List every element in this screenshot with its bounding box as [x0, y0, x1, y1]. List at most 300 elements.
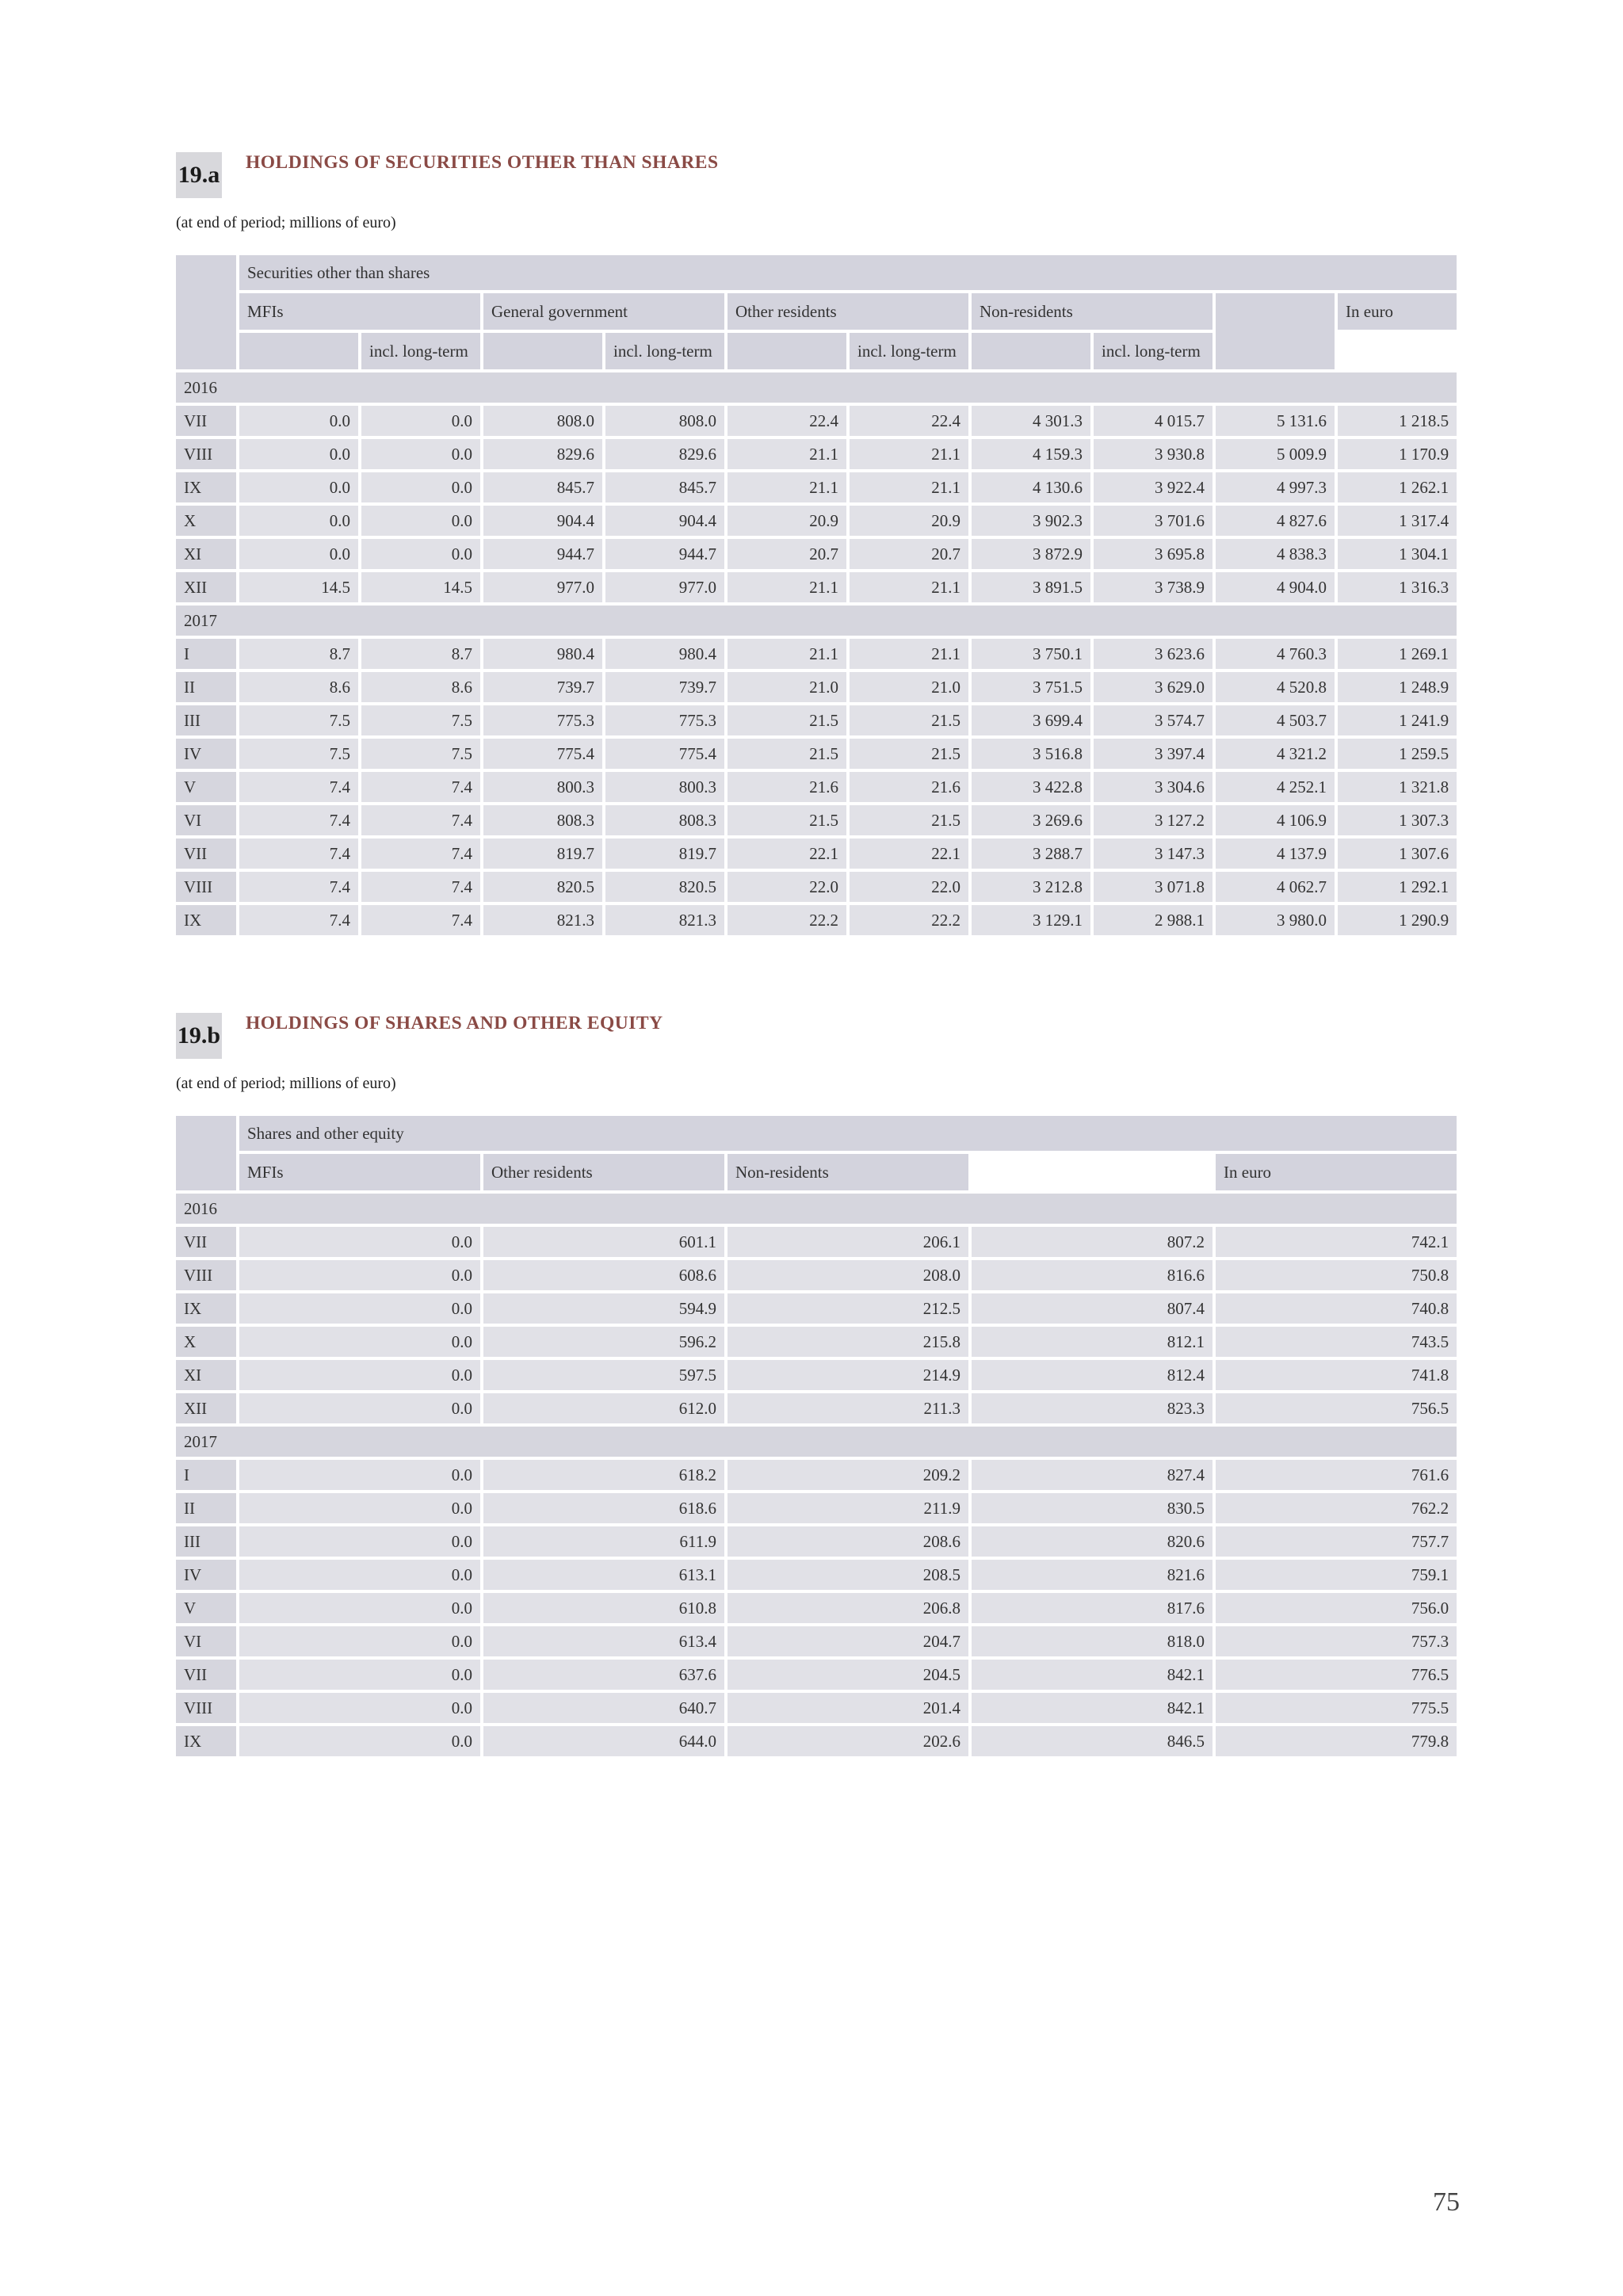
data-cell: 740.8	[1216, 1293, 1457, 1324]
data-cell: 757.3	[1216, 1626, 1457, 1656]
data-cell: 22.2	[727, 905, 846, 935]
data-cell: 739.7	[483, 672, 602, 702]
table-row	[176, 572, 1457, 602]
month-label: VIII	[176, 1693, 236, 1723]
data-cell: 22.4	[850, 406, 968, 436]
data-cell: 204.5	[727, 1660, 968, 1690]
col-header-in-euro: In euro	[1216, 1154, 1457, 1190]
col-header-other-residents: Other residents	[483, 1154, 724, 1190]
data-cell: 7.4	[239, 772, 358, 802]
data-cell: 14.5	[239, 572, 358, 602]
month-label: VI	[176, 1626, 236, 1656]
data-cell: 4 760.3	[1216, 639, 1335, 669]
data-cell: 21.1	[727, 439, 846, 469]
month-label: VII	[176, 406, 236, 436]
section-a-title: HOLDINGS OF SECURITIES OTHER THAN SHARES	[246, 152, 719, 173]
data-cell: 613.4	[483, 1626, 724, 1656]
data-cell: 21.1	[727, 572, 846, 602]
table-row	[176, 639, 1457, 669]
month-label: IV	[176, 739, 236, 769]
table-row	[176, 1327, 1457, 1357]
data-cell: 1 307.3	[1338, 805, 1457, 835]
data-cell: 3 750.1	[972, 639, 1090, 669]
col-header-incl-long-term: incl. long-term	[850, 333, 968, 369]
data-cell: 1 259.5	[1338, 739, 1457, 769]
data-cell: 1 316.3	[1338, 572, 1457, 602]
table-row	[176, 805, 1457, 835]
page-number: 75	[1433, 2187, 1460, 2217]
year-row: 2017	[176, 1427, 1457, 1457]
data-cell: 821.3	[605, 905, 724, 935]
month-label: VII	[176, 1227, 236, 1257]
data-cell: 1 307.6	[1338, 839, 1457, 869]
data-cell: 601.1	[483, 1227, 724, 1257]
data-cell: 22.4	[727, 406, 846, 436]
data-cell: 776.5	[1216, 1660, 1457, 1690]
data-cell: 3 980.0	[1216, 905, 1335, 935]
data-cell: 610.8	[483, 1593, 724, 1623]
data-cell: 4 904.0	[1216, 572, 1335, 602]
data-cell: 21.5	[850, 739, 968, 769]
data-cell: 944.7	[605, 539, 724, 569]
data-cell: 1 241.9	[1338, 705, 1457, 735]
data-cell: 0.0	[239, 506, 358, 536]
data-cell: 21.5	[727, 739, 846, 769]
table-row	[176, 1460, 1457, 1490]
data-cell: 820.5	[483, 872, 602, 902]
data-cell: 1 292.1	[1338, 872, 1457, 902]
data-cell: 845.7	[605, 472, 724, 502]
table-row	[176, 406, 1457, 436]
data-cell: 904.4	[483, 506, 602, 536]
year-row: 2016	[176, 372, 1457, 403]
data-cell: 7.4	[239, 872, 358, 902]
data-cell: 3 902.3	[972, 506, 1090, 536]
data-cell: 808.3	[605, 805, 724, 835]
data-cell: 3 891.5	[972, 572, 1090, 602]
data-cell: 761.6	[1216, 1460, 1457, 1490]
data-cell: 208.5	[727, 1560, 968, 1590]
data-cell: 807.2	[972, 1227, 1212, 1257]
data-cell: 3 422.8	[972, 772, 1090, 802]
data-cell: 4 997.3	[1216, 472, 1335, 502]
month-label: II	[176, 1493, 236, 1523]
data-cell: 202.6	[727, 1726, 968, 1756]
year-row: 2017	[176, 606, 1457, 636]
table-row	[176, 1260, 1457, 1290]
data-cell: 750.8	[1216, 1260, 1457, 1290]
data-cell: 0.0	[239, 1526, 480, 1557]
data-cell: 842.1	[972, 1693, 1212, 1723]
data-cell: 827.4	[972, 1460, 1212, 1490]
header-blank	[239, 333, 358, 369]
data-cell: 212.5	[727, 1293, 968, 1324]
data-cell: 204.7	[727, 1626, 968, 1656]
data-cell: 21.5	[727, 805, 846, 835]
data-cell: 612.0	[483, 1393, 724, 1423]
data-cell: 21.0	[850, 672, 968, 702]
data-cell: 742.1	[1216, 1227, 1457, 1257]
data-cell: 201.4	[727, 1693, 968, 1723]
data-cell: 3 751.5	[972, 672, 1090, 702]
data-cell: 4 827.6	[1216, 506, 1335, 536]
data-cell: 812.4	[972, 1360, 1212, 1390]
data-cell: 5 009.9	[1216, 439, 1335, 469]
data-cell: 3 288.7	[972, 839, 1090, 869]
month-label: IV	[176, 1560, 236, 1590]
data-cell: 7.5	[239, 739, 358, 769]
data-cell: 3 516.8	[972, 739, 1090, 769]
data-cell: 21.5	[727, 705, 846, 735]
data-cell: 21.0	[727, 672, 846, 702]
data-cell: 0.0	[239, 1260, 480, 1290]
data-cell: 775.5	[1216, 1693, 1457, 1723]
section-b-number: 19.b	[176, 1013, 222, 1059]
data-cell: 842.1	[972, 1660, 1212, 1690]
group-header: Shares and other equity	[239, 1116, 1457, 1151]
month-label: VIII	[176, 1260, 236, 1290]
data-cell: 208.0	[727, 1260, 968, 1290]
data-cell: 3 699.4	[972, 705, 1090, 735]
data-cell: 980.4	[483, 639, 602, 669]
data-cell: 820.6	[972, 1526, 1212, 1557]
data-cell: 0.0	[239, 1360, 480, 1390]
data-cell: 800.3	[483, 772, 602, 802]
col-header-non-residents: Non-residents	[972, 293, 1212, 330]
data-cell: 977.0	[483, 572, 602, 602]
table-row	[176, 1293, 1457, 1324]
data-cell: 2 988.1	[1094, 905, 1212, 935]
data-cell: 7.4	[239, 839, 358, 869]
table-row	[176, 1493, 1457, 1523]
data-cell: 0.0	[239, 1393, 480, 1423]
data-cell: 608.6	[483, 1260, 724, 1290]
data-cell: 206.8	[727, 1593, 968, 1623]
data-cell: 1 321.8	[1338, 772, 1457, 802]
data-cell: 596.2	[483, 1327, 724, 1357]
section-a-subtitle: (at end of period; millions of euro)	[176, 214, 396, 231]
month-label: X	[176, 506, 236, 536]
data-cell: 759.1	[1216, 1560, 1457, 1590]
table-row	[176, 1360, 1457, 1390]
month-label: V	[176, 772, 236, 802]
data-cell: 215.8	[727, 1327, 968, 1357]
data-cell: 779.8	[1216, 1726, 1457, 1756]
data-cell: 3 738.9	[1094, 572, 1212, 602]
data-cell: 206.1	[727, 1227, 968, 1257]
data-cell: 3 623.6	[1094, 639, 1212, 669]
month-label: XII	[176, 1393, 236, 1423]
table-row	[176, 772, 1457, 802]
data-cell: 640.7	[483, 1693, 724, 1723]
col-header-blank	[972, 1154, 1212, 1190]
data-cell: 3 574.7	[1094, 705, 1212, 735]
data-cell: 800.3	[605, 772, 724, 802]
col-header-in-euro: In euro	[1338, 293, 1457, 330]
data-cell: 7.5	[239, 705, 358, 735]
year-row: 2016	[176, 1194, 1457, 1224]
data-cell: 20.7	[727, 539, 846, 569]
table-row	[176, 1526, 1457, 1557]
table-row	[176, 1726, 1457, 1756]
data-cell: 3 304.6	[1094, 772, 1212, 802]
data-cell: 21.1	[850, 639, 968, 669]
data-cell: 613.1	[483, 1560, 724, 1590]
corner-cell	[176, 255, 236, 369]
data-cell: 8.6	[239, 672, 358, 702]
col-header-incl-long-term: incl. long-term	[605, 333, 724, 369]
data-cell: 4 301.3	[972, 406, 1090, 436]
data-cell: 1 170.9	[1338, 439, 1457, 469]
data-cell: 208.6	[727, 1526, 968, 1557]
data-cell: 0.0	[239, 406, 358, 436]
data-cell: 0.0	[239, 1293, 480, 1324]
data-cell: 4 137.9	[1216, 839, 1335, 869]
data-cell: 0.0	[239, 1593, 480, 1623]
month-label: XI	[176, 539, 236, 569]
data-cell: 211.9	[727, 1493, 968, 1523]
data-cell: 1 290.9	[1338, 905, 1457, 935]
data-cell: 1 248.9	[1338, 672, 1457, 702]
data-cell: 0.0	[361, 539, 480, 569]
data-cell: 4 159.3	[972, 439, 1090, 469]
data-cell: 21.1	[850, 572, 968, 602]
data-cell: 7.4	[361, 805, 480, 835]
data-cell: 1 269.1	[1338, 639, 1457, 669]
data-cell: 21.1	[727, 472, 846, 502]
data-cell: 8.6	[361, 672, 480, 702]
data-cell: 7.4	[361, 772, 480, 802]
data-cell: 7.5	[361, 705, 480, 735]
section-b-title: HOLDINGS OF SHARES AND OTHER EQUITY	[246, 1013, 663, 1033]
section-a-number: 19.a	[176, 152, 222, 198]
data-cell: 1 262.1	[1338, 472, 1457, 502]
data-cell: 0.0	[239, 1327, 480, 1357]
data-cell: 0.0	[361, 439, 480, 469]
month-label: IX	[176, 1726, 236, 1756]
data-cell: 3 397.4	[1094, 739, 1212, 769]
table-row	[176, 1560, 1457, 1590]
data-cell: 821.6	[972, 1560, 1212, 1590]
data-cell: 3 922.4	[1094, 472, 1212, 502]
data-cell: 7.4	[239, 805, 358, 835]
data-cell: 3 212.8	[972, 872, 1090, 902]
table-row	[176, 839, 1457, 869]
header-blank	[483, 333, 602, 369]
month-label: VII	[176, 1660, 236, 1690]
data-cell: 4 062.7	[1216, 872, 1335, 902]
data-cell: 830.5	[972, 1493, 1212, 1523]
data-cell: 3 629.0	[1094, 672, 1212, 702]
table-row	[176, 1660, 1457, 1690]
data-cell: 20.9	[727, 506, 846, 536]
month-label: III	[176, 705, 236, 735]
month-label: XII	[176, 572, 236, 602]
col-header-incl-long-term: incl. long-term	[1094, 333, 1212, 369]
data-cell: 214.9	[727, 1360, 968, 1390]
data-cell: 3 147.3	[1094, 839, 1212, 869]
data-cell: 817.6	[972, 1593, 1212, 1623]
data-cell: 741.8	[1216, 1360, 1457, 1390]
data-cell: 816.6	[972, 1260, 1212, 1290]
data-cell: 211.3	[727, 1393, 968, 1423]
data-cell: 807.4	[972, 1293, 1212, 1324]
data-cell: 611.9	[483, 1526, 724, 1557]
month-label: II	[176, 672, 236, 702]
data-cell: 0.0	[361, 406, 480, 436]
col-header-mfis: MFIs	[239, 293, 480, 330]
data-cell: 829.6	[605, 439, 724, 469]
data-cell: 980.4	[605, 639, 724, 669]
data-cell: 22.0	[727, 872, 846, 902]
data-cell: 3 695.8	[1094, 539, 1212, 569]
data-cell: 4 321.2	[1216, 739, 1335, 769]
data-cell: 756.5	[1216, 1393, 1457, 1423]
data-cell: 0.0	[239, 1227, 480, 1257]
table-row	[176, 1393, 1457, 1423]
data-cell: 821.3	[483, 905, 602, 935]
securities-table	[173, 252, 1460, 938]
data-cell: 0.0	[239, 472, 358, 502]
table-row	[176, 1693, 1457, 1723]
data-cell: 618.6	[483, 1493, 724, 1523]
data-cell: 808.0	[483, 406, 602, 436]
data-cell: 1 218.5	[1338, 406, 1457, 436]
month-label: IX	[176, 1293, 236, 1324]
data-cell: 0.0	[239, 539, 358, 569]
data-cell: 21.1	[850, 439, 968, 469]
data-cell: 845.7	[483, 472, 602, 502]
data-cell: 762.2	[1216, 1493, 1457, 1523]
table-row	[176, 872, 1457, 902]
data-cell: 209.2	[727, 1460, 968, 1490]
data-cell: 757.7	[1216, 1526, 1457, 1557]
data-cell: 820.5	[605, 872, 724, 902]
corner-cell	[176, 1116, 236, 1190]
data-cell: 22.1	[850, 839, 968, 869]
group-header: Securities other than shares	[239, 255, 1457, 290]
data-cell: 904.4	[605, 506, 724, 536]
col-header-general-government: General government	[483, 293, 724, 330]
data-cell: 637.6	[483, 1660, 724, 1690]
data-cell: 775.4	[483, 739, 602, 769]
col-header-incl-long-term: incl. long-term	[361, 333, 480, 369]
data-cell: 20.7	[850, 539, 968, 569]
data-cell: 775.3	[605, 705, 724, 735]
data-cell: 819.7	[483, 839, 602, 869]
col-header-mfis: MFIs	[239, 1154, 480, 1190]
data-cell: 812.1	[972, 1327, 1212, 1357]
month-label: VI	[176, 805, 236, 835]
data-cell: 775.4	[605, 739, 724, 769]
data-cell: 4 130.6	[972, 472, 1090, 502]
data-cell: 21.1	[727, 639, 846, 669]
table-row	[176, 1626, 1457, 1656]
data-cell: 20.9	[850, 506, 968, 536]
data-cell: 3 129.1	[972, 905, 1090, 935]
data-cell: 743.5	[1216, 1327, 1457, 1357]
data-cell: 0.0	[361, 472, 480, 502]
col-header-blank	[1216, 293, 1335, 369]
month-label: IX	[176, 472, 236, 502]
data-cell: 3 071.8	[1094, 872, 1212, 902]
data-cell: 0.0	[361, 506, 480, 536]
table-row	[176, 705, 1457, 735]
data-cell: 7.5	[361, 739, 480, 769]
data-cell: 944.7	[483, 539, 602, 569]
data-cell: 0.0	[239, 1660, 480, 1690]
month-label: VIII	[176, 872, 236, 902]
data-cell: 4 252.1	[1216, 772, 1335, 802]
table-row	[176, 539, 1457, 569]
data-cell: 4 106.9	[1216, 805, 1335, 835]
header-blank	[972, 333, 1090, 369]
table-row	[176, 905, 1457, 935]
col-header-non-residents: Non-residents	[727, 1154, 968, 1190]
table-row	[176, 672, 1457, 702]
data-cell: 977.0	[605, 572, 724, 602]
data-cell: 7.4	[361, 905, 480, 935]
table-row	[176, 506, 1457, 536]
data-cell: 4 520.8	[1216, 672, 1335, 702]
header-blank	[1338, 333, 1457, 369]
data-cell: 4 503.7	[1216, 705, 1335, 735]
data-cell: 3 127.2	[1094, 805, 1212, 835]
data-cell: 0.0	[239, 1693, 480, 1723]
col-header-other-residents: Other residents	[727, 293, 968, 330]
table-row	[176, 1227, 1457, 1257]
data-cell: 739.7	[605, 672, 724, 702]
data-cell: 8.7	[361, 639, 480, 669]
month-label: V	[176, 1593, 236, 1623]
data-cell: 1 304.1	[1338, 539, 1457, 569]
data-cell: 829.6	[483, 439, 602, 469]
data-cell: 4 838.3	[1216, 539, 1335, 569]
data-cell: 7.4	[361, 839, 480, 869]
month-label: I	[176, 1460, 236, 1490]
data-cell: 0.0	[239, 1726, 480, 1756]
table-row	[176, 439, 1457, 469]
month-label: XI	[176, 1360, 236, 1390]
data-cell: 21.6	[727, 772, 846, 802]
month-label: I	[176, 639, 236, 669]
data-cell: 808.3	[483, 805, 602, 835]
data-cell: 14.5	[361, 572, 480, 602]
data-cell: 0.0	[239, 1626, 480, 1656]
data-cell: 618.2	[483, 1460, 724, 1490]
data-cell: 0.0	[239, 439, 358, 469]
table-row	[176, 472, 1457, 502]
data-cell: 644.0	[483, 1726, 724, 1756]
data-cell: 3 701.6	[1094, 506, 1212, 536]
data-cell: 775.3	[483, 705, 602, 735]
data-cell: 1 317.4	[1338, 506, 1457, 536]
data-cell: 21.6	[850, 772, 968, 802]
month-label: IX	[176, 905, 236, 935]
shares-table	[173, 1113, 1460, 1759]
data-cell: 21.5	[850, 805, 968, 835]
data-cell: 818.0	[972, 1626, 1212, 1656]
data-cell: 756.0	[1216, 1593, 1457, 1623]
data-cell: 0.0	[239, 1560, 480, 1590]
data-cell: 846.5	[972, 1726, 1212, 1756]
data-cell: 22.1	[727, 839, 846, 869]
data-cell: 597.5	[483, 1360, 724, 1390]
data-cell: 21.1	[850, 472, 968, 502]
data-cell: 22.0	[850, 872, 968, 902]
data-cell: 3 930.8	[1094, 439, 1212, 469]
data-cell: 22.2	[850, 905, 968, 935]
